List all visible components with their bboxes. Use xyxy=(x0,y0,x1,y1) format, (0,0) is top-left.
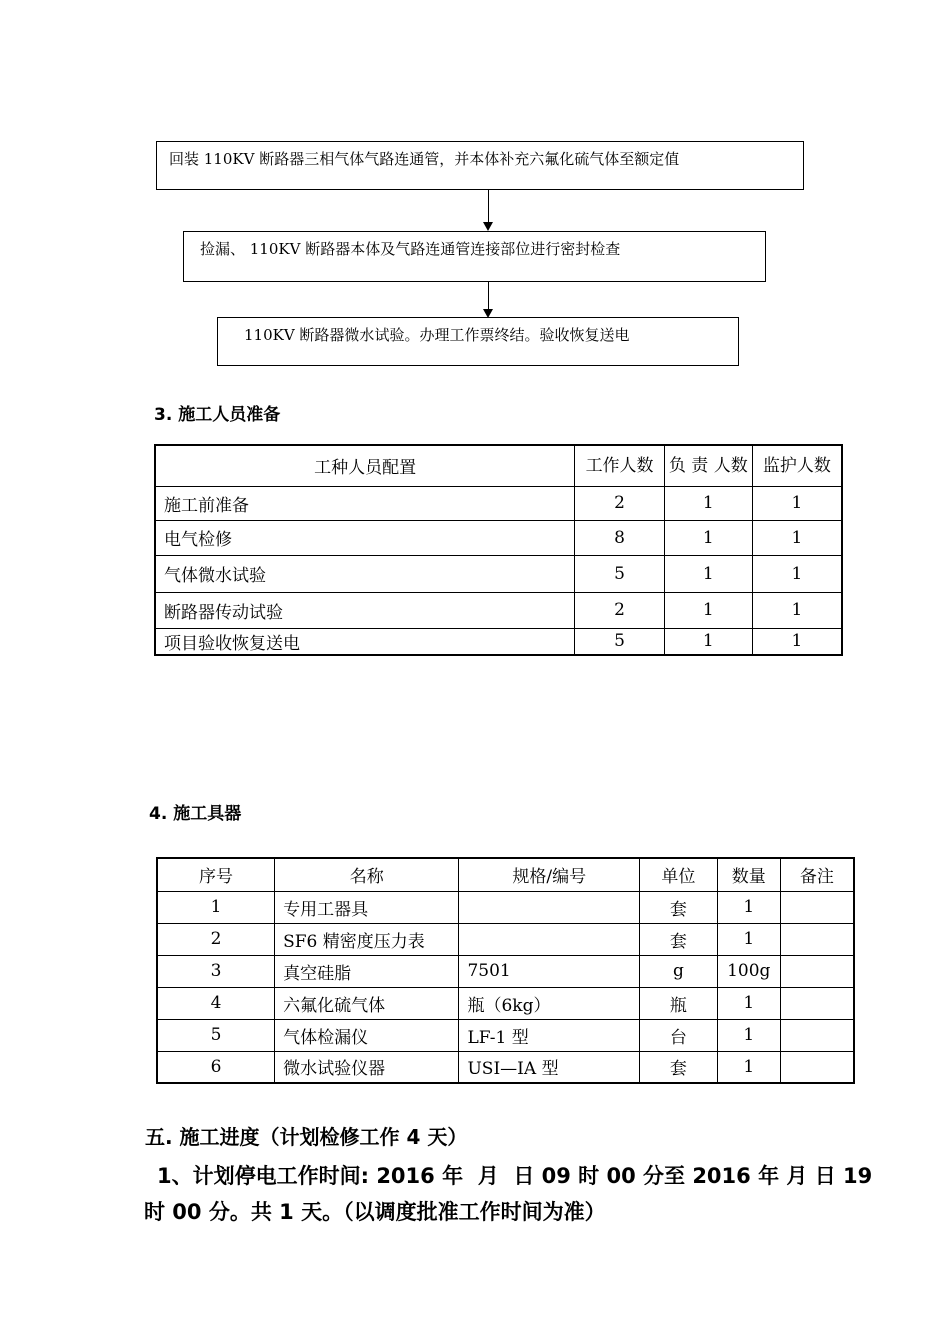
note-cell xyxy=(780,987,854,1019)
flow-step-3 xyxy=(217,317,739,366)
name-cell: 微水试验仪器 xyxy=(275,1051,459,1083)
index-cell: 1 xyxy=(157,891,275,923)
tools-table xyxy=(156,857,855,1084)
unit-cell: 套 xyxy=(640,891,718,923)
flow-connector-1 xyxy=(488,190,489,224)
table-row xyxy=(155,555,842,592)
note-cell xyxy=(780,955,854,987)
spec-cell xyxy=(459,923,640,955)
header-cell: 序号 xyxy=(157,858,275,891)
spec-cell: USI—IA 型 xyxy=(459,1051,640,1083)
section3-heading: 3. 施工人员准备 xyxy=(154,405,281,425)
header-cell: 数量 xyxy=(717,858,780,891)
unit-cell: 台 xyxy=(640,1019,718,1051)
name-cell: 气体检漏仪 xyxy=(275,1019,459,1051)
count-cell: 1 xyxy=(752,486,842,520)
qty-cell: 1 xyxy=(717,987,780,1019)
table-row xyxy=(157,891,854,923)
flow-step-1 xyxy=(156,141,804,190)
count-cell: 1 xyxy=(664,628,752,655)
count-cell: 1 xyxy=(664,555,752,592)
index-cell: 3 xyxy=(157,955,275,987)
table-row xyxy=(157,923,854,955)
unit-cell: g xyxy=(640,955,718,987)
header-cell: 单位 xyxy=(640,858,718,891)
role-cell: 项目验收恢复送电 xyxy=(155,628,575,655)
qty-cell: 1 xyxy=(717,923,780,955)
role-cell: 施工前准备 xyxy=(155,486,575,520)
spec-cell: LF-1 型 xyxy=(459,1019,640,1051)
arrow-down-icon xyxy=(483,222,493,231)
spec-cell: 瓶（6kg） xyxy=(459,987,640,1019)
qty-cell: 1 xyxy=(717,891,780,923)
schedule-line-2: 时 00 分。共 1 天。（以调度批准工作时间为准） xyxy=(144,1200,606,1224)
name-cell: 真空硅脂 xyxy=(275,955,459,987)
table-row xyxy=(155,520,842,555)
note-cell xyxy=(780,1051,854,1083)
table-row xyxy=(155,486,842,520)
unit-cell: 瓶 xyxy=(640,987,718,1019)
count-cell: 1 xyxy=(664,486,752,520)
qty-cell: 1 xyxy=(717,1019,780,1051)
qty-cell: 100g xyxy=(717,955,780,987)
flow-step-2 xyxy=(183,231,766,282)
note-cell xyxy=(780,891,854,923)
count-cell: 1 xyxy=(752,555,842,592)
flow-connector-2 xyxy=(488,282,489,310)
spec-cell: 7501 xyxy=(459,955,640,987)
note-cell xyxy=(780,923,854,955)
index-cell: 5 xyxy=(157,1019,275,1051)
count-cell: 1 xyxy=(752,628,842,655)
table-header-row xyxy=(157,858,854,891)
name-cell: 六氟化硫气体 xyxy=(275,987,459,1019)
count-cell: 2 xyxy=(575,486,665,520)
index-cell: 2 xyxy=(157,923,275,955)
index-cell: 4 xyxy=(157,987,275,1019)
count-cell: 1 xyxy=(664,592,752,628)
header-cell: 规格/编号 xyxy=(459,858,640,891)
schedule-line-1: 1、计划停电工作时间: 2016 年 月 日 09 时 00 分至 2016 年 月 日 19 xyxy=(157,1164,873,1188)
table-row xyxy=(157,1019,854,1051)
count-cell: 1 xyxy=(752,520,842,555)
header-cell: 工作人数 xyxy=(575,445,665,486)
personnel-table xyxy=(154,444,843,656)
count-cell: 5 xyxy=(575,555,665,592)
table-row xyxy=(157,1051,854,1083)
table-row xyxy=(155,592,842,628)
table-row xyxy=(157,955,854,987)
role-cell: 气体微水试验 xyxy=(155,555,575,592)
header-cell: 负 责 人数 xyxy=(664,445,752,486)
unit-cell: 套 xyxy=(640,1051,718,1083)
flow-step-2-text: 捡漏、 110KV 断路器本体及气路连通管连接部位进行密封检查 xyxy=(200,240,621,258)
count-cell: 1 xyxy=(752,592,842,628)
unit-cell: 套 xyxy=(640,923,718,955)
spec-cell xyxy=(459,891,640,923)
header-cell: 监护人数 xyxy=(752,445,842,486)
flow-step-1-text: 回装 110KV 断路器三相气体气路连通管，并本体补充六氟化硫气体至额定值 xyxy=(169,150,680,168)
header-cell: 工种人员配置 xyxy=(155,445,575,486)
header-cell: 名称 xyxy=(275,858,459,891)
qty-cell: 1 xyxy=(717,1051,780,1083)
name-cell: SF6 精密度压力表 xyxy=(275,923,459,955)
index-cell: 6 xyxy=(157,1051,275,1083)
name-cell: 专用工器具 xyxy=(275,891,459,923)
count-cell: 8 xyxy=(575,520,665,555)
count-cell: 2 xyxy=(575,592,665,628)
header-cell: 备注 xyxy=(780,858,854,891)
count-cell: 1 xyxy=(664,520,752,555)
flow-step-3-text: 110KV 断路器微水试验。办理工作票终结。验收恢复送电 xyxy=(244,326,630,344)
table-row xyxy=(157,987,854,1019)
section4-heading: 4. 施工具器 xyxy=(149,804,242,824)
section5-heading: 五. 施工进度（计划检修工作 4 天） xyxy=(145,1125,468,1149)
table-header-row xyxy=(155,445,842,486)
count-cell: 5 xyxy=(575,628,665,655)
note-cell xyxy=(780,1019,854,1051)
role-cell: 电气检修 xyxy=(155,520,575,555)
role-cell: 断路器传动试验 xyxy=(155,592,575,628)
table-row xyxy=(155,628,842,655)
